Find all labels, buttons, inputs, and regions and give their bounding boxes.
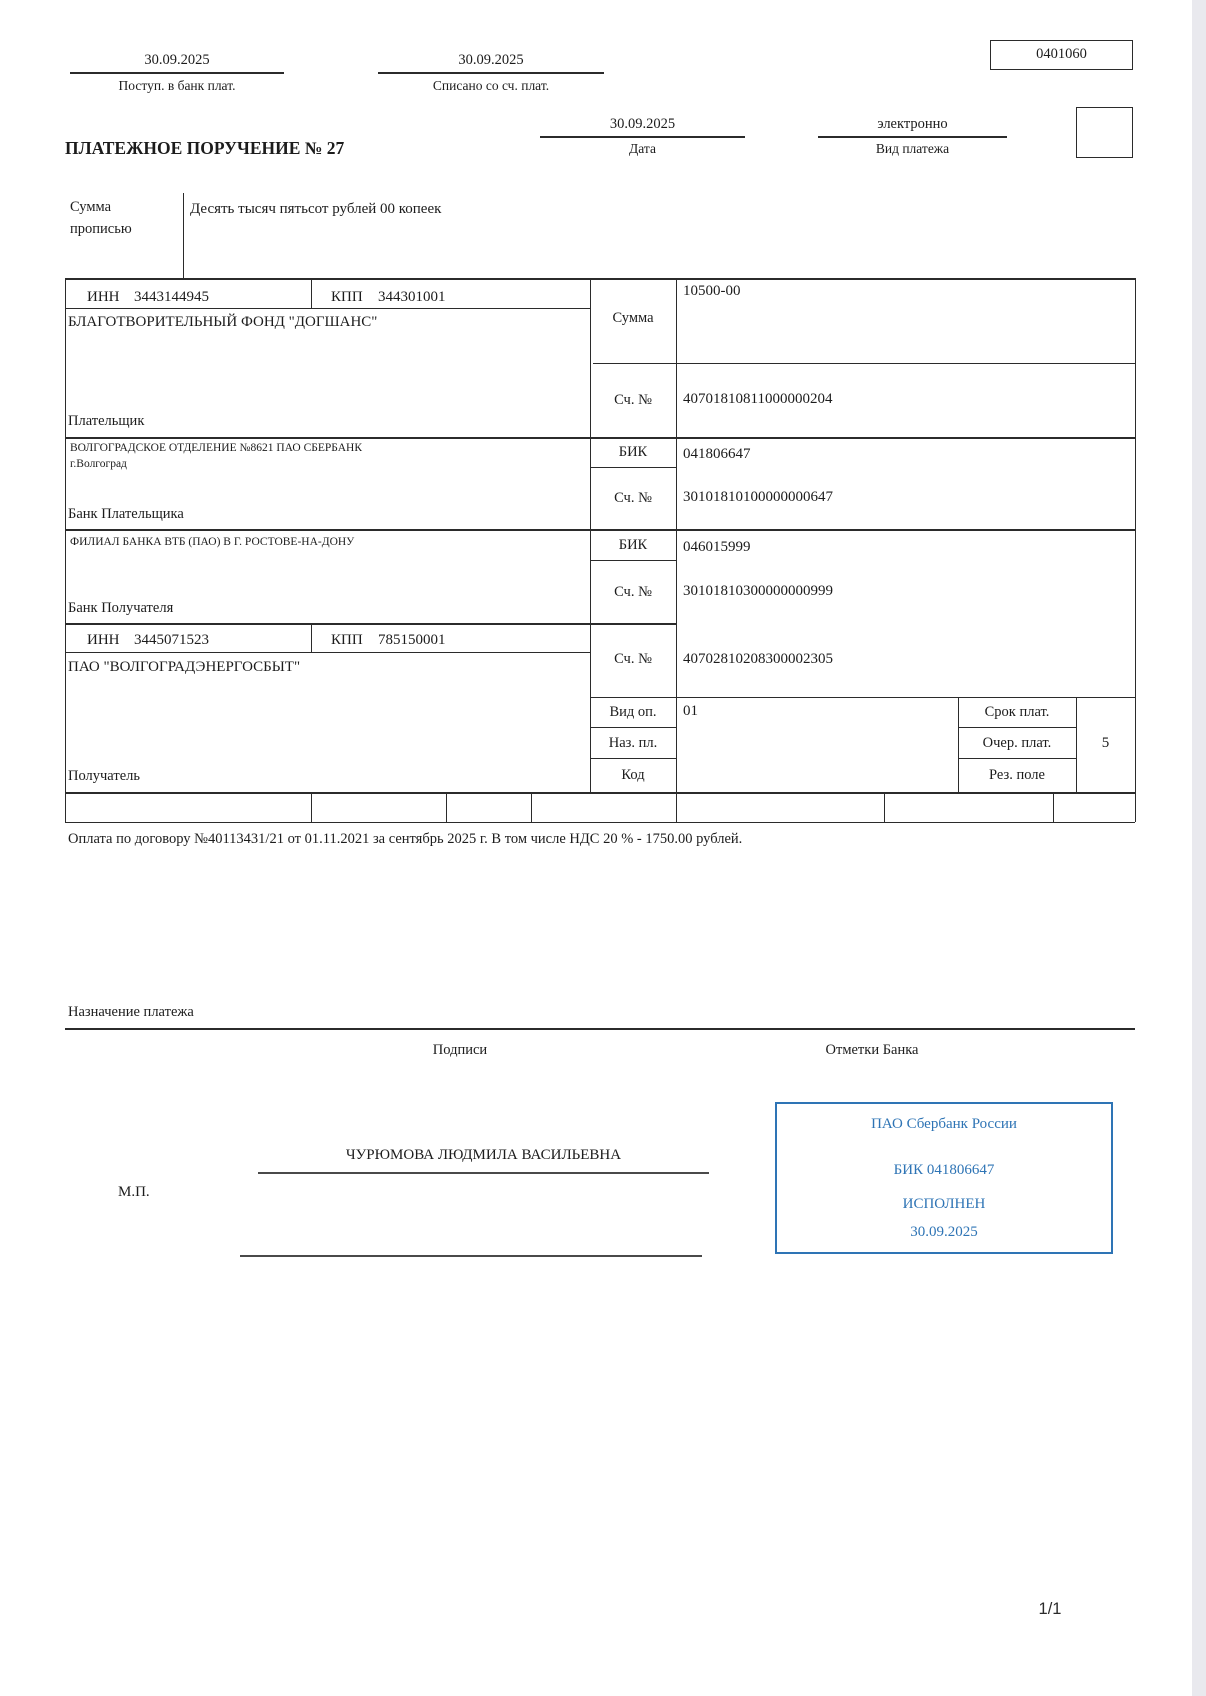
grid-line [1135,278,1136,822]
signer-name: ЧУРЮМОВА ЛЮДМИЛА ВАСИЛЬЕВНА [345,1147,622,1163]
signatures-label: Подписи [432,1042,488,1058]
received-in-bank-date: 30.09.2025 [144,52,210,68]
purpose-code-label: Наз. пл. [608,735,658,751]
received-in-bank-label: Поступ. в банк плат. [118,78,236,93]
payment-kind-value: электронно [877,116,948,132]
payer-bank-name: ВОЛГОГРАДСКОЕ ОТДЕЛЕНИЕ №8621 ПАО СБЕРБАНК [70,442,362,454]
debited-from-account-date: 30.09.2025 [458,52,524,68]
bank-marks-label: Отметки Банка [825,1042,919,1058]
mp-seal-label: М.П. [118,1184,150,1200]
doc-date-label: Дата [629,141,656,156]
payment-kind-underline [818,136,1007,138]
payee-bank-account-value: 30101810300000000999 [683,583,833,599]
payment-kind-label: Вид платежа [875,141,950,156]
payee-label: Получатель [68,768,140,784]
payee-inn-value: 3445071523 [134,632,209,648]
payer-kpp-value: 344301001 [378,289,446,305]
signature-line-1 [258,1172,709,1174]
payer-label: Плательщик [68,413,145,429]
grid-line [311,623,312,652]
grid-line [65,308,590,309]
payee-account-value: 40702810208300002305 [683,651,833,667]
grid-line [590,697,1135,698]
grid-line [958,758,1076,759]
sum-value: 10500-00 [683,283,741,299]
amount-words-value: Десять тысяч пятьсот рублей 00 копеек [190,201,442,217]
signature-line-2 [240,1255,702,1257]
doc-date-value: 30.09.2025 [609,116,676,132]
form-code: 0401060 [1036,46,1087,62]
grid-line [311,278,312,308]
page-title: ПЛАТЕЖНОЕ ПОРУЧЕНИЕ № 27 [65,138,345,158]
page-indicator: 1/1 [1038,1600,1062,1618]
payment-term-label: Срок плат. [984,704,1050,720]
stamp-bik: БИК 041806647 [893,1162,995,1178]
payer-bank-bik-value: 041806647 [683,446,751,462]
doc-date-underline [540,136,745,138]
payer-name: БЛАГОТВОРИТЕЛЬНЫЙ ФОНД "ДОГШАНС" [68,314,378,330]
payment-order-label: Очер. плат. [982,735,1052,751]
payer-bank-account-value: 30101810100000000647 [683,489,833,505]
grid-line [590,560,676,561]
grid-line [590,467,676,468]
grid-line [65,1028,1135,1030]
grid-line [676,278,677,822]
payer-inn-value: 3443144945 [134,289,209,305]
grid-line [531,792,532,822]
grid-line [65,278,1135,280]
grid-line [590,758,676,759]
grid-line [1053,792,1054,822]
stamp-status: ИСПОЛНЕН [902,1196,986,1212]
payer-bank-account-label: Сч. № [614,490,652,506]
grid-line [884,792,885,822]
bank-stamp [775,1102,1113,1254]
grid-line [446,792,447,822]
payee-bank-account-label: Сч. № [614,584,652,600]
payer-account-label: Сч. № [614,392,652,408]
grid-line [65,623,676,625]
payee-bank-label: Банк Получателя [68,600,174,616]
grid-line [65,437,1135,439]
payee-bank-bik-value: 046015999 [683,539,751,555]
purpose-label: Назначение платежа [68,1004,194,1020]
grid-line [590,727,676,728]
stamp-bank-name: ПАО Сбербанк России [871,1116,1017,1132]
payee-account-label: Сч. № [614,651,652,667]
grid-line [65,822,1135,823]
grid-line [65,529,1135,531]
page-edge-strip [1192,0,1206,1696]
debited-from-account-label: Списано со сч. плат. [432,78,550,93]
grid-line [183,193,184,278]
payee-bank-name: ФИЛИАЛ БАНКА ВТБ (ПАО) В Г. РОСТОВЕ-НА-ДОНУ [70,536,355,548]
payer-bank-bik-label: БИК [618,444,648,460]
grid-line [958,727,1076,728]
reserve-field-label: Рез. поле [989,767,1045,783]
grid-line [311,792,312,822]
stamp-date: 30.09.2025 [910,1224,978,1240]
status-field-box [1076,107,1133,158]
payer-account-value: 40701810811000000204 [683,391,833,407]
code-label: Код [621,767,645,783]
payer-bank-label: Банк Плательщика [68,506,184,522]
payee-kpp-value: 785150001 [378,632,446,648]
payee-name: ПАО "ВОЛГОГРАДЭНЕРГОСБЫТ" [68,659,301,675]
grid-line [65,278,66,822]
payer-bank-city: г.Волгоград [70,458,127,470]
payment-order-value: 5 [1101,735,1110,751]
op-kind-label: Вид оп. [609,704,657,720]
amount-words-label: Сумма прописью [70,199,132,237]
payer-kpp-label: КПП [331,289,363,305]
payee-bank-bik-label: БИК [618,537,648,553]
sum-label: Сумма [612,310,654,326]
grid-line [593,363,1135,364]
grid-line [65,792,1135,794]
op-kind-value: 01 [683,703,698,719]
payee-inn-label: ИНН [87,632,120,648]
purpose-text: Оплата по договору №40113431/21 от 01.11.2021 за сентябрь 2025 г. В том числе НДС 20 % - 1750.00 рублей. [68,831,743,847]
payer-inn-label: ИНН [87,289,120,305]
grid-line [65,652,590,653]
received-underline [70,72,284,74]
payee-kpp-label: КПП [331,632,363,648]
debited-underline [378,72,604,74]
